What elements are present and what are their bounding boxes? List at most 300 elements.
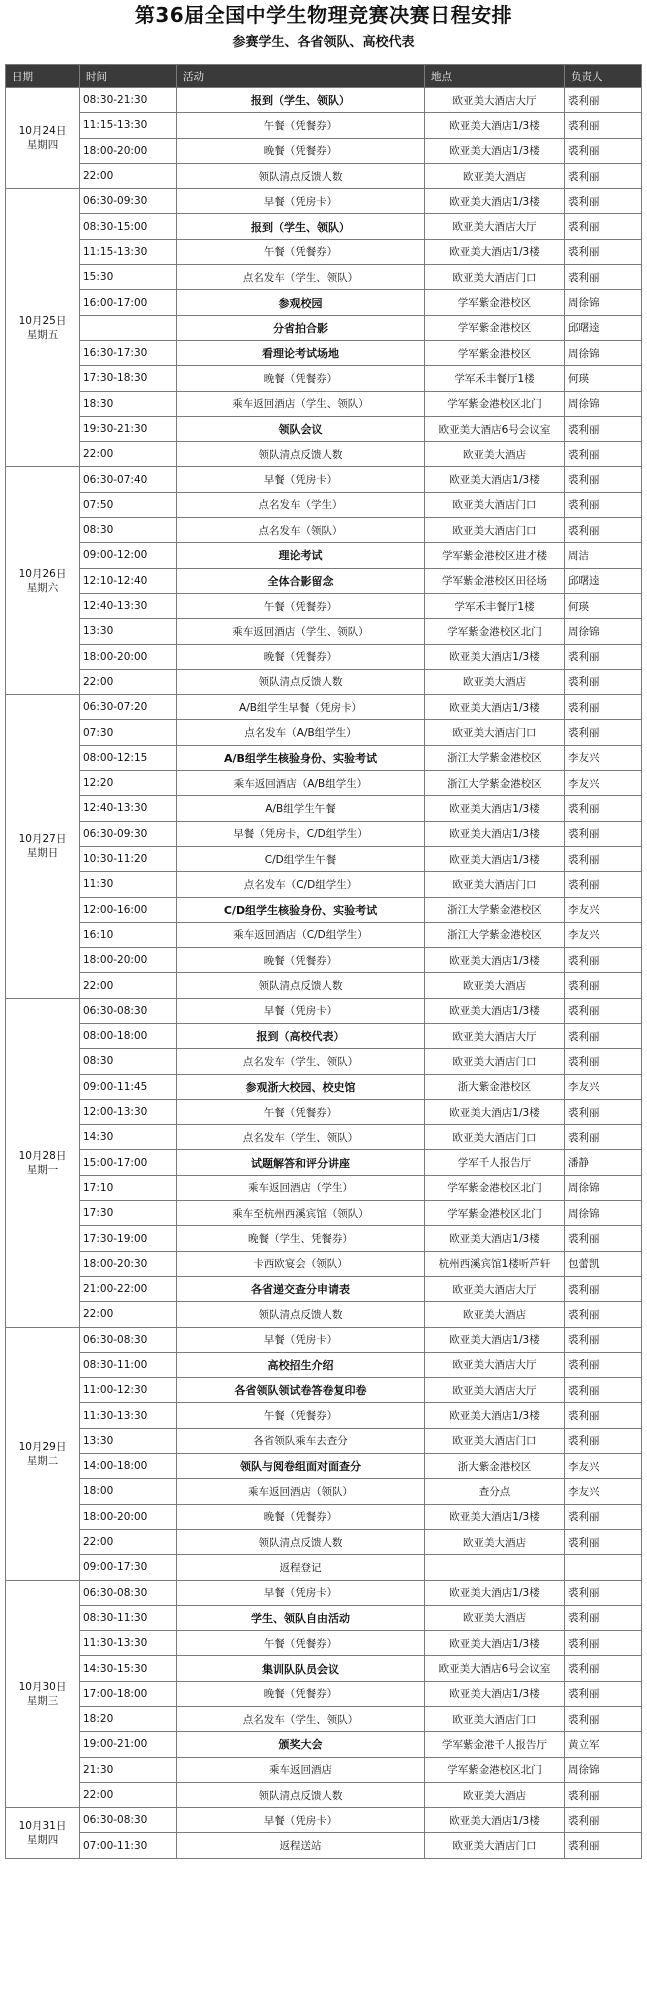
location-cell: 欧亚美大酒店大厅: [425, 1378, 565, 1403]
location-cell: 查分点: [425, 1479, 565, 1504]
person-cell: 裘利丽: [565, 467, 642, 492]
person-cell: 裘利丽: [565, 189, 642, 214]
activity-cell: 乘车返回酒店（学生、领队）: [177, 619, 425, 644]
time-cell: 17:10: [80, 1175, 177, 1200]
location-cell: 欧亚美大酒店1/3楼: [425, 1226, 565, 1251]
table-row: [6, 973, 642, 998]
person-cell: 李友兴: [565, 1074, 642, 1099]
activity-cell: 早餐（凭房卡）: [177, 998, 425, 1023]
person-cell: 裘利丽: [565, 214, 642, 239]
activity-cell: 早餐（凭房卡）: [177, 467, 425, 492]
time-cell: 22:00: [80, 1782, 177, 1807]
location-cell: 欧亚美大酒店1/3楼: [425, 846, 565, 871]
time-cell: 07:50: [80, 492, 177, 517]
activity-cell: 乘车返回酒店（C/D组学生）: [177, 922, 425, 947]
time-cell: 14:30: [80, 1125, 177, 1150]
location-cell: 浙江大学紫金港校区: [425, 922, 565, 947]
time-cell: 13:30: [80, 1428, 177, 1453]
time-cell: 22:00: [80, 442, 177, 467]
person-cell: 裘利丽: [565, 113, 642, 138]
time-cell: 09:00-17:30: [80, 1555, 177, 1580]
location-cell: 欧亚美大酒店门口: [425, 872, 565, 897]
activity-cell: 各省领队领试卷答卷复印卷: [177, 1378, 425, 1403]
table-row: [6, 416, 642, 441]
person-cell: 裘利丽: [565, 644, 642, 669]
table-row: [6, 1479, 642, 1504]
location-cell: 欧亚美大酒店大厅: [425, 214, 565, 239]
location-cell: 学军紫金港校区田径场: [425, 568, 565, 593]
table-row: [6, 669, 642, 694]
activity-cell: 晚餐（凭餐券）: [177, 948, 425, 973]
table-row: [6, 1378, 642, 1403]
table-row: [6, 1555, 642, 1580]
table-row: [6, 1276, 642, 1301]
activity-cell: 领队会议: [177, 416, 425, 441]
activity-cell: 晚餐（凭餐券）: [177, 138, 425, 163]
time-cell: 18:00-20:00: [80, 644, 177, 669]
person-cell: 裘利丽: [565, 1631, 642, 1656]
table-row: [6, 265, 642, 290]
activity-cell: 午餐（凭餐券）: [177, 239, 425, 264]
time-cell: 13:30: [80, 619, 177, 644]
location-cell: 欧亚美大酒店1/3楼: [425, 113, 565, 138]
time-cell: 17:00-18:00: [80, 1681, 177, 1706]
person-cell: 裘利丽: [565, 1428, 642, 1453]
person-cell: 裘利丽: [565, 1276, 642, 1301]
table-row: [6, 745, 642, 770]
time-cell: 08:30: [80, 518, 177, 543]
table-row: [6, 1125, 642, 1150]
table-row: [6, 1251, 642, 1276]
table-row: [6, 138, 642, 163]
time-cell: 22:00: [80, 1302, 177, 1327]
time-cell: 11:15-13:30: [80, 113, 177, 138]
activity-cell: 分省拍合影: [177, 315, 425, 340]
activity-cell: 午餐（凭餐券）: [177, 593, 425, 618]
table-row: [6, 492, 642, 517]
person-cell: 裘利丽: [565, 846, 642, 871]
person-cell: 裘利丽: [565, 1302, 642, 1327]
activity-cell: C/D组学生核验身份、实验考试: [177, 897, 425, 922]
person-cell: 潘静: [565, 1150, 642, 1175]
activity-cell: A/B组学生午餐: [177, 796, 425, 821]
location-cell: 欧亚美大酒店1/3楼: [425, 1099, 565, 1124]
person-cell: 周徐锦: [565, 1201, 642, 1226]
time-cell: 14:30-15:30: [80, 1656, 177, 1681]
location-cell: 欧亚美大酒店门口: [425, 1833, 565, 1858]
table-row: [6, 1023, 642, 1048]
location-cell: 欧亚美大酒店1/3楼: [425, 695, 565, 720]
person-cell: 李友兴: [565, 1454, 642, 1479]
activity-cell: 点名发车（C/D组学生）: [177, 872, 425, 897]
date-text: 10月25日: [18, 314, 67, 327]
table-row: [6, 1226, 642, 1251]
table-row: [6, 189, 642, 214]
person-cell: 裘利丽: [565, 1656, 642, 1681]
person-cell: 李友兴: [565, 922, 642, 947]
time-cell: 12:00-16:00: [80, 897, 177, 922]
activity-cell: 晚餐（凭餐券）: [177, 1681, 425, 1706]
location-cell: 欧亚美大酒店1/3楼: [425, 948, 565, 973]
location-cell: 欧亚美大酒店: [425, 669, 565, 694]
person-cell: 周徐锦: [565, 290, 642, 315]
activity-cell: 乘车返回酒店（学生）: [177, 1175, 425, 1200]
person-cell: 裘利丽: [565, 1378, 642, 1403]
person-cell: 裘利丽: [565, 416, 642, 441]
time-cell: 22:00: [80, 669, 177, 694]
date-text: 10月26日: [18, 567, 67, 580]
location-cell: 欧亚美大酒店1/3楼: [425, 1631, 565, 1656]
table-row: [6, 88, 642, 113]
location-cell: 欧亚美大酒店1/3楼: [425, 998, 565, 1023]
person-cell: 李友兴: [565, 897, 642, 922]
table-row: [6, 1302, 642, 1327]
activity-cell: 领队清点反馈人数: [177, 669, 425, 694]
table-row: [6, 720, 642, 745]
location-cell: 欧亚美大酒店1/3楼: [425, 1504, 565, 1529]
location-cell: 欧亚美大酒店1/3楼: [425, 821, 565, 846]
header-date: 日期: [6, 65, 80, 88]
activity-cell: 点名发车（学生、领队）: [177, 1125, 425, 1150]
activity-cell: 早餐（凭房卡）: [177, 1327, 425, 1352]
location-cell: 欧亚美大酒店大厅: [425, 1276, 565, 1301]
person-cell: 裘利丽: [565, 872, 642, 897]
weekday-text: 星期五: [26, 328, 59, 341]
time-cell: 18:00-20:00: [80, 948, 177, 973]
table-row: [6, 897, 642, 922]
location-cell: 欧亚美大酒店门口: [425, 518, 565, 543]
table-row: [6, 1605, 642, 1630]
location-cell: 学军禾丰餐厅1楼: [425, 366, 565, 391]
time-cell: 06:30-08:30: [80, 1580, 177, 1605]
table-row: [6, 1833, 642, 1858]
table-row: [6, 543, 642, 568]
person-cell: 裘利丽: [565, 1023, 642, 1048]
location-cell: 欧亚美大酒店1/3楼: [425, 796, 565, 821]
date-text: 10月24日: [18, 125, 67, 138]
location-cell: 欧亚美大酒店: [425, 1302, 565, 1327]
location-cell: 学军紫金港校区北门: [425, 1175, 565, 1200]
table-row: [6, 1782, 642, 1807]
activity-cell: 点名发车（学生、领队）: [177, 1707, 425, 1732]
table-row: [6, 619, 642, 644]
time-cell: 11:30-13:30: [80, 1403, 177, 1428]
activity-cell: C/D组学生午餐: [177, 846, 425, 871]
location-cell: 学军禾丰餐厅1楼: [425, 593, 565, 618]
person-cell: 裘利丽: [565, 695, 642, 720]
time-cell: 11:30-13:30: [80, 1631, 177, 1656]
activity-cell: 乘车返回酒店（A/B组学生）: [177, 771, 425, 796]
location-cell: 欧亚美大酒店1/3楼: [425, 138, 565, 163]
table-row: [6, 1403, 642, 1428]
activity-cell: 点名发车（A/B组学生）: [177, 720, 425, 745]
person-cell: 周徐锦: [565, 1757, 642, 1782]
person-cell: 裘利丽: [565, 669, 642, 694]
person-cell: 周徐锦: [565, 1175, 642, 1200]
date-cell: [6, 1327, 80, 1580]
date-cell: [6, 467, 80, 695]
activity-cell: 领队清点反馈人数: [177, 1302, 425, 1327]
activity-cell: 早餐（凭房卡）: [177, 1808, 425, 1833]
activity-cell: 乘车返回酒店（领队）: [177, 1479, 425, 1504]
table-row: [6, 239, 642, 264]
location-cell: 浙大紫金港校区: [425, 1074, 565, 1099]
location-cell: 欧亚美大酒店1/3楼: [425, 1681, 565, 1706]
table-row: [6, 1201, 642, 1226]
activity-cell: 乘车返回酒店（学生、领队）: [177, 391, 425, 416]
location-cell: 浙大紫金港校区: [425, 1454, 565, 1479]
time-cell: 06:30-09:30: [80, 189, 177, 214]
table-row: [6, 467, 642, 492]
activity-cell: 领队与阅卷组面对面查分: [177, 1454, 425, 1479]
location-cell: 欧亚美大酒店1/3楼: [425, 1327, 565, 1352]
date-cell: [6, 998, 80, 1327]
activity-cell: 午餐（凭餐券）: [177, 1631, 425, 1656]
time-cell: 12:20: [80, 771, 177, 796]
time-cell: 15:00-17:00: [80, 1150, 177, 1175]
person-cell: 黄立军: [565, 1732, 642, 1757]
time-cell: 08:30-15:00: [80, 214, 177, 239]
activity-cell: 报到（学生、领队）: [177, 88, 425, 113]
person-cell: 裘利丽: [565, 1327, 642, 1352]
location-cell: 欧亚美大酒店1/3楼: [425, 1403, 565, 1428]
location-cell: 欧亚美大酒店1/3楼: [425, 1580, 565, 1605]
activity-cell: A/B组学生早餐（凭房卡）: [177, 695, 425, 720]
time-cell: 22:00: [80, 163, 177, 188]
time-cell: 07:00-11:30: [80, 1833, 177, 1858]
time-cell: 18:00: [80, 1479, 177, 1504]
weekday-text: 星期三: [26, 1694, 59, 1707]
weekday-text: 星期一: [26, 1163, 59, 1176]
person-cell: 周洁: [565, 543, 642, 568]
person-cell: 裘利丽: [565, 1125, 642, 1150]
person-cell: 包蕾凯: [565, 1251, 642, 1276]
schedule-table: [5, 64, 642, 1859]
date-text: 10月29日: [18, 1440, 67, 1453]
time-cell: 09:00-11:45: [80, 1074, 177, 1099]
table-row: [6, 1707, 642, 1732]
activity-cell: 晚餐（凭餐券）: [177, 644, 425, 669]
person-cell: 裘利丽: [565, 1833, 642, 1858]
table-row: [6, 821, 642, 846]
table-row: [6, 846, 642, 871]
time-cell: 12:10-12:40: [80, 568, 177, 593]
location-cell: 浙江大学紫金港校区: [425, 745, 565, 770]
location-cell: 欧亚美大酒店: [425, 1782, 565, 1807]
location-cell: 欧亚美大酒店大厅: [425, 1023, 565, 1048]
location-cell: 学军紫金港校区北门: [425, 391, 565, 416]
table-row: [6, 1175, 642, 1200]
table-row: [6, 163, 642, 188]
person-cell: 李友兴: [565, 745, 642, 770]
schedule-body: [6, 88, 642, 1859]
activity-cell: 集训队队员会议: [177, 1656, 425, 1681]
location-cell: 浙江大学紫金港校区: [425, 897, 565, 922]
person-cell: [565, 1555, 642, 1580]
page-title: 第36届全国中学生物理竞赛决赛日程安排: [134, 3, 513, 27]
table-header-row: [6, 65, 642, 88]
person-cell: 裘利丽: [565, 1226, 642, 1251]
person-cell: 裘利丽: [565, 1707, 642, 1732]
activity-cell: 领队清点反馈人数: [177, 442, 425, 467]
time-cell: 18:00-20:00: [80, 138, 177, 163]
activity-cell: 理论考试: [177, 543, 425, 568]
table-row: [6, 1681, 642, 1706]
activity-cell: 返程送站: [177, 1833, 425, 1858]
date-text: 10月31日: [18, 1819, 67, 1832]
person-cell: 裘利丽: [565, 1529, 642, 1554]
time-cell: 16:00-17:00: [80, 290, 177, 315]
location-cell: 学军紫金港校区北门: [425, 1201, 565, 1226]
activity-cell: 参观浙大校园、校史馆: [177, 1074, 425, 1099]
activity-cell: 乘车至杭州西溪宾馆（领队）: [177, 1201, 425, 1226]
person-cell: 裘利丽: [565, 518, 642, 543]
person-cell: 裘利丽: [565, 138, 642, 163]
activity-cell: 各省递交查分申请表: [177, 1276, 425, 1301]
location-cell: 欧亚美大酒店门口: [425, 720, 565, 745]
activity-cell: 点名发车（学生、领队）: [177, 265, 425, 290]
time-cell: 06:30-09:30: [80, 821, 177, 846]
time-cell: 16:30-17:30: [80, 340, 177, 365]
date-cell: [6, 189, 80, 467]
person-cell: 裘利丽: [565, 442, 642, 467]
location-cell: 学军紫金港校区: [425, 315, 565, 340]
location-cell: 欧亚美大酒店门口: [425, 1049, 565, 1074]
time-cell: 21:00-22:00: [80, 1276, 177, 1301]
time-cell: 18:00-20:30: [80, 1251, 177, 1276]
location-cell: 学军紫金港校区北门: [425, 1757, 565, 1782]
activity-cell: 领队清点反馈人数: [177, 1529, 425, 1554]
location-cell: [425, 1555, 565, 1580]
person-cell: 裘利丽: [565, 1605, 642, 1630]
person-cell: 裘利丽: [565, 998, 642, 1023]
location-cell: 欧亚美大酒店1/3楼: [425, 1808, 565, 1833]
activity-cell: 领队清点反馈人数: [177, 973, 425, 998]
location-cell: 欧亚美大酒店: [425, 973, 565, 998]
location-cell: 欧亚美大酒店: [425, 1529, 565, 1554]
time-cell: 12:40-13:30: [80, 593, 177, 618]
person-cell: 裘利丽: [565, 88, 642, 113]
table-row: [6, 796, 642, 821]
table-row: [6, 214, 642, 239]
time-cell: 19:30-21:30: [80, 416, 177, 441]
person-cell: 裘利丽: [565, 1681, 642, 1706]
person-cell: 李友兴: [565, 771, 642, 796]
location-cell: 欧亚美大酒店1/3楼: [425, 467, 565, 492]
time-cell: 17:30-19:00: [80, 1226, 177, 1251]
activity-cell: 午餐（凭餐券）: [177, 1099, 425, 1124]
table-row: [6, 1732, 642, 1757]
header-person: 负责人: [565, 65, 642, 88]
date-text: 10月28日: [18, 1149, 67, 1162]
person-cell: 裘利丽: [565, 1403, 642, 1428]
weekday-text: 星期日: [26, 847, 59, 860]
person-cell: 裘利丽: [565, 1808, 642, 1833]
activity-cell: 报到（学生、领队）: [177, 214, 425, 239]
person-cell: 何瑛: [565, 366, 642, 391]
table-row: [6, 340, 642, 365]
person-cell: 周徐锦: [565, 619, 642, 644]
time-cell: 18:00-20:00: [80, 1504, 177, 1529]
table-row: [6, 593, 642, 618]
time-cell: 08:30-11:00: [80, 1352, 177, 1377]
table-row: [6, 1808, 642, 1833]
time-cell: 08:30-11:30: [80, 1605, 177, 1630]
location-cell: 欧亚美大酒店6号会议室: [425, 416, 565, 441]
activity-cell: 高校招生介绍: [177, 1352, 425, 1377]
activity-cell: 午餐（凭餐券）: [177, 113, 425, 138]
person-cell: 周徐锦: [565, 340, 642, 365]
person-cell: 裘利丽: [565, 720, 642, 745]
time-cell: 06:30-07:20: [80, 695, 177, 720]
location-cell: 学军紫金港校区: [425, 290, 565, 315]
time-cell: 15:30: [80, 265, 177, 290]
location-cell: 学军紫金港校区北门: [425, 619, 565, 644]
table-row: [6, 1327, 642, 1352]
table-row: [6, 1529, 642, 1554]
person-cell: 裘利丽: [565, 948, 642, 973]
person-cell: 邱曙逵: [565, 315, 642, 340]
location-cell: 欧亚美大酒店1/3楼: [425, 189, 565, 214]
activity-cell: 参观校园: [177, 290, 425, 315]
time-cell: 19:00-21:00: [80, 1732, 177, 1757]
person-cell: 裘利丽: [565, 973, 642, 998]
location-cell: 欧亚美大酒店门口: [425, 265, 565, 290]
header-location: 地点: [425, 65, 565, 88]
table-row: [6, 1099, 642, 1124]
person-cell: 裘利丽: [565, 1049, 642, 1074]
activity-cell: 晚餐（学生、凭餐券）: [177, 1226, 425, 1251]
table-row: [6, 290, 642, 315]
table-row: [6, 568, 642, 593]
activity-cell: 早餐（凭房卡）: [177, 189, 425, 214]
table-row: [6, 922, 642, 947]
activity-cell: 全体合影留念: [177, 568, 425, 593]
time-cell: 12:40-13:30: [80, 796, 177, 821]
activity-cell: 晚餐（凭餐券）: [177, 366, 425, 391]
activity-cell: A/B组学生核验身份、实验考试: [177, 745, 425, 770]
time-cell: 08:00-12:15: [80, 745, 177, 770]
location-cell: 欧亚美大酒店1/3楼: [425, 644, 565, 669]
time-cell: 22:00: [80, 973, 177, 998]
table-row: [6, 113, 642, 138]
time-cell: 16:10: [80, 922, 177, 947]
location-cell: 欧亚美大酒店门口: [425, 492, 565, 517]
table-row: [6, 1049, 642, 1074]
person-cell: 裘利丽: [565, 1352, 642, 1377]
header-activity: 活动: [177, 65, 425, 88]
table-row: [6, 695, 642, 720]
time-cell: [80, 315, 177, 340]
time-cell: 17:30: [80, 1201, 177, 1226]
person-cell: 裘利丽: [565, 1580, 642, 1605]
location-cell: 学军紫金港校区进才楼: [425, 543, 565, 568]
time-cell: 06:30-08:30: [80, 998, 177, 1023]
location-cell: 学军千人报告厅: [425, 1150, 565, 1175]
location-cell: 欧亚美大酒店: [425, 442, 565, 467]
location-cell: 杭州西溪宾馆1楼听芦轩: [425, 1251, 565, 1276]
weekday-text: 星期四: [26, 139, 59, 152]
time-cell: 18:20: [80, 1707, 177, 1732]
activity-cell: 领队清点反馈人数: [177, 1782, 425, 1807]
table-row: [6, 998, 642, 1023]
location-cell: 欧亚美大酒店: [425, 1605, 565, 1630]
date-text: 10月30日: [18, 1680, 67, 1693]
table-row: [6, 1631, 642, 1656]
time-cell: 14:00-18:00: [80, 1454, 177, 1479]
time-cell: 06:30-08:30: [80, 1808, 177, 1833]
activity-cell: 晚餐（凭餐券）: [177, 1504, 425, 1529]
